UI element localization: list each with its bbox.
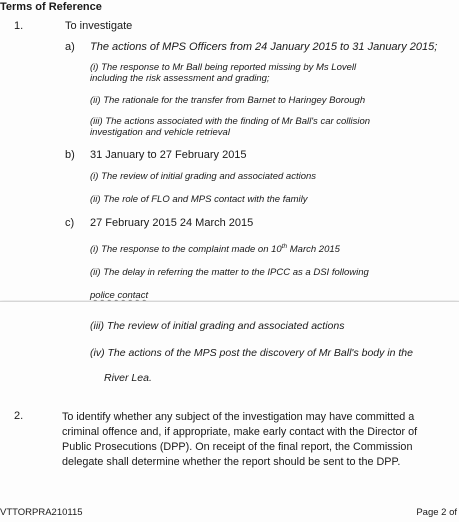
page-bottom-section [0,301,459,522]
item-b-sub-ii: (ii) The role of FLO and MPS contact with the family [90,194,308,205]
footer-page-number: Page 2 of [416,507,457,518]
item-c-sub-i [90,241,340,255]
item-2-line4: delegate shall determine whether the report should be sent to the DPP. [62,456,401,468]
footer-reference: VTTORPRA210115 [0,507,83,518]
item-a-text: The actions of MPS Officers from 24 January 2015 to 31 January 2015; [90,41,438,53]
item-2-number: 2. [14,410,24,422]
item-a-sub-i-line2: including the risk assessment and grading; [90,73,270,84]
item-a-label: a) [65,41,75,53]
item-c-sub-iv-line2: River Lea. [104,372,152,384]
item-b-text: 31 January to 27 February 2015 [90,149,247,161]
item-b-label: b) [65,149,75,161]
item-a-sub-i-line1: (i) The response to Mr Ball being reported missing by Ms Lovell [90,62,357,73]
item-c-sub-ii-line2: police contact [90,290,149,301]
item-a-sub-ii: (ii) The rationale for the transfer from Barnet to Haringey Borough [90,95,366,106]
item-c-text: 27 February 2015 24 March 2015 [90,217,254,229]
item-2-line3: Public Prosecutions (DPP). On receipt of the final report, the Commission [62,441,413,453]
terms-heading: Terms of Reference [0,1,102,13]
item-1-intro: To investigate [65,20,133,32]
item-c-sub-iv-line1: (iv) The actions of the MPS post the discovery of Mr Ball's body in the [90,347,413,359]
item-2-line1: To identify whether any subject of the investigation may have committed a [62,411,415,423]
item-c-sub-i-superscript: th [281,243,288,250]
item-1-number: 1. [14,20,24,32]
item-c-sub-iii: (iii) The review of initial grading and associated actions [90,320,345,332]
item-c-label: c) [65,217,75,229]
item-a-sub-iii-line1: (iii) The actions associated with the finding of Mr Ball's car collision [90,116,371,127]
item-c-sub-i-text: (i) The response to the complaint made on 10 [90,244,282,256]
item-c-sub-i-month: March 2015 [287,244,340,256]
item-2-line2: criminal offence and, if appropriate, make early contact with the Director of [62,426,418,438]
item-a-sub-iii-line2: investigation and vehicle retrieval [90,127,230,138]
item-b-sub-i: (i) The review of initial grading and associated actions [90,171,317,182]
item-c-sub-ii-line1: (ii) The delay in referring the matter to the IPCC as a DSI following [90,267,369,278]
